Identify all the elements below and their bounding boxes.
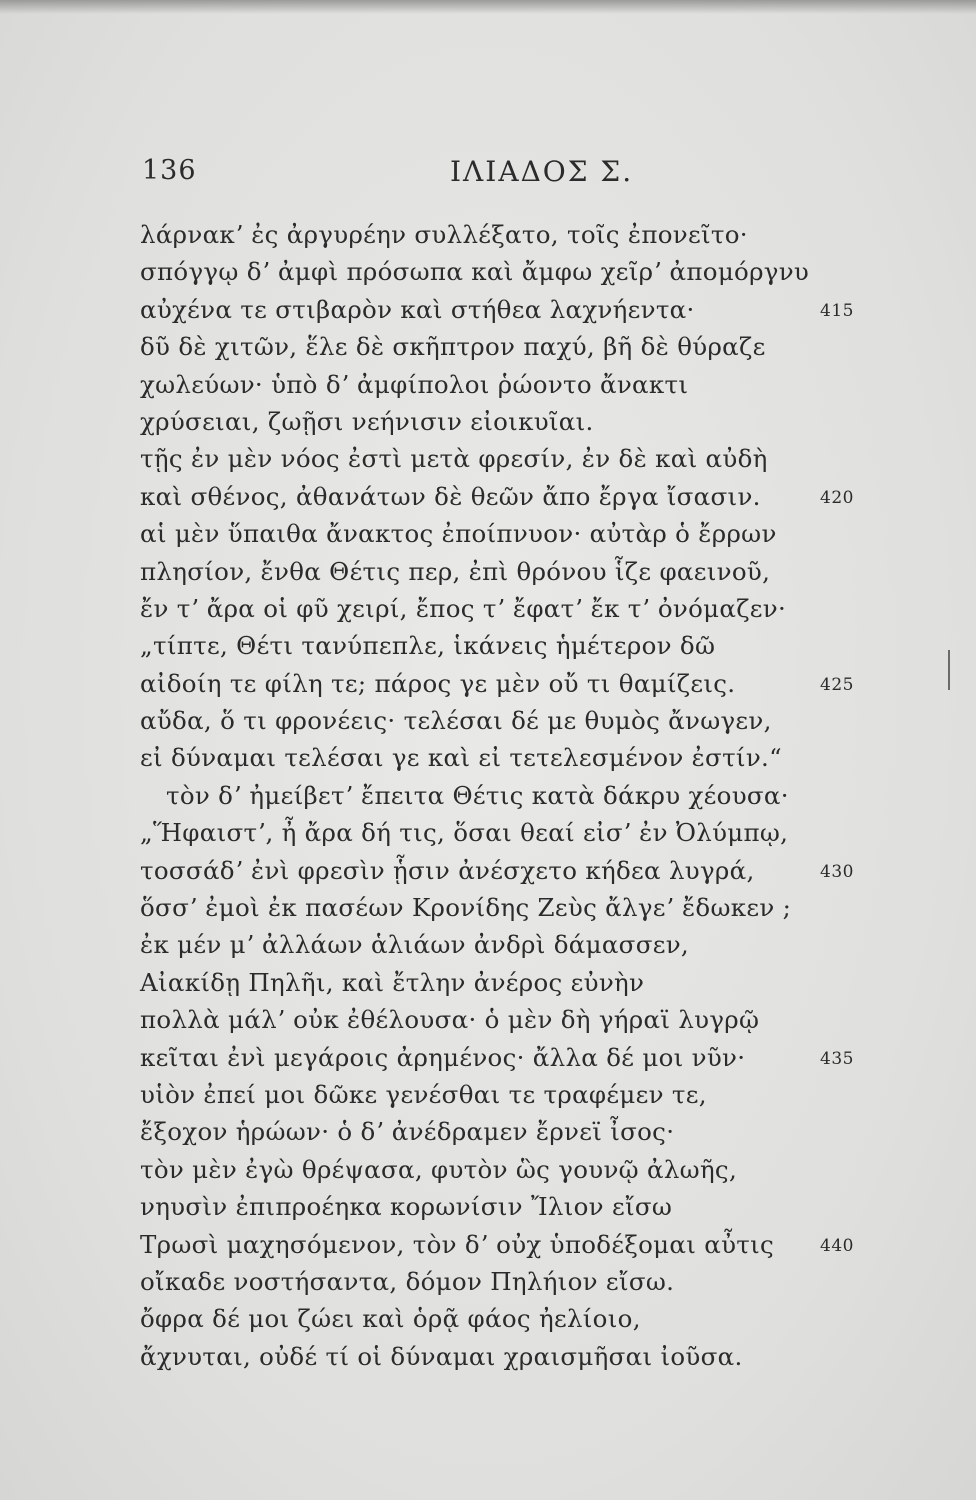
page-number: 136 bbox=[142, 155, 197, 186]
verse-line bbox=[140, 964, 840, 1001]
line-number: 415 bbox=[820, 300, 854, 321]
verse-line bbox=[140, 1226, 854, 1263]
verse-text: καὶ σθένος, ἀθανάτων δὲ θεῶν ἄπο ἔργα ἴσασιν. bbox=[140, 481, 761, 511]
line-number: 440 bbox=[820, 1235, 854, 1256]
verse-line bbox=[140, 627, 840, 664]
verse-text: τὸν μὲν ἐγὼ θρέψασα, φυτὸν ὣς γουνῷ ἀλωῆς, bbox=[140, 1154, 738, 1184]
verse-text: νηυσὶν ἐπιπροέηκα κορωνίσιν Ἴλιον εἴσω bbox=[140, 1192, 673, 1222]
verse-text: χωλεύων· ὑπὸ δʼ ἀμφίπολοι ῥώοντο ἄνακτι bbox=[140, 369, 689, 399]
verse-text: δῦ δὲ χιτῶν, ἕλε δὲ σκῆπτρον παχύ, βῆ δὲ θύραζε bbox=[140, 332, 766, 362]
verse-text: ἄχνυται, οὐδέ τί οἱ δύναμαι χραισμῆσαι ἰοῦσα. bbox=[140, 1341, 743, 1371]
verse-text: „Ἥφαιστʼ, ἦ ἄρα δή τις, ὅσαι θεαί εἰσʼ ἐν Ὀλύμπῳ, bbox=[140, 818, 789, 848]
verse-line bbox=[140, 1338, 840, 1375]
verse-text: αὔδα, ὅ τι φρονέεις· τελέσαι δέ με θυμὸς ἄνωγεν, bbox=[140, 706, 772, 736]
verse-line bbox=[140, 253, 840, 290]
verse-line bbox=[140, 1113, 840, 1150]
verse-line bbox=[140, 1151, 840, 1188]
verse-text: τὸν δʼ ἠμείβετʼ ἔπειτα Θέτις κατὰ δάκρυ χέουσα· bbox=[166, 780, 789, 810]
page-top-shadow bbox=[0, 0, 976, 14]
verse-line bbox=[140, 216, 840, 253]
verse-line bbox=[140, 814, 840, 851]
verse-text: ἔξοχον ἡρώων· ὁ δʼ ἀνέδραμεν ἔρνεϊ ἶσος· bbox=[140, 1117, 675, 1147]
verse-line bbox=[140, 440, 840, 477]
verse-line bbox=[140, 291, 854, 328]
verse-line bbox=[140, 1076, 840, 1113]
verse-line bbox=[140, 403, 840, 440]
verse-text: λάρνακʼ ἐς ἀργυρέην συλλέξατο, τοῖς ἐπονεῖτο· bbox=[140, 220, 748, 249]
verse-text: πολλὰ μάλʼ οὐκ ἐθέλουσα· ὁ μὲν δὴ γήραϊ λυγρῷ bbox=[140, 1005, 760, 1035]
verse-line bbox=[140, 1300, 840, 1337]
verse-text: ὄφρα δέ μοι ζώει καὶ ὁρᾷ φάος ἠελίοιο, bbox=[140, 1304, 641, 1334]
verse-text: χρύσειαι, ζωῇσι νεήνισιν εἰοικυῖαι. bbox=[140, 406, 594, 436]
verse-text: ὅσσʼ ἐμοὶ ἐκ πασέων Κρονίδης Ζεὺς ἄλγεʼ ἔδωκεν ; bbox=[140, 893, 792, 923]
verse-text: ἐκ μέν μʼ ἀλλάων ἁλιάων ἀνδρὶ δάμασσεν, bbox=[140, 930, 690, 960]
verse-line bbox=[140, 553, 840, 590]
verse-text: εἰ δύναμαι τελέσαι γε καὶ εἰ τετελεσμένον ἐστίν.“ bbox=[140, 743, 782, 773]
verse-text: οἴκαδε νοστήσαντα, δόμον Πηλήιον εἴσω. bbox=[140, 1266, 675, 1296]
verse-line bbox=[140, 852, 854, 889]
verse-text: κεῖται ἐνὶ μεγάροις ἀρημένος· ἄλλα δέ μοι νῦν· bbox=[140, 1042, 746, 1072]
verse-text: σπόγγῳ δʼ ἀμφὶ πρόσωπα καὶ ἄμφω χεῖρʼ ἀπομόργνυ bbox=[140, 257, 810, 287]
verse-text: „τίπτε, Θέτι τανύπεπλε, ἱκάνεις ἡμέτερον δῶ bbox=[140, 631, 716, 661]
verse-text: Τρωσὶ μαχησόμενον, τὸν δʼ οὐχ ὑποδέξομαι αὖτις bbox=[140, 1229, 775, 1259]
line-number: 430 bbox=[820, 861, 854, 882]
verse-line bbox=[140, 889, 840, 926]
verse-text: Αἰακίδῃ Πηλῆι, καὶ ἔτλην ἀνέρος εὐνὴν bbox=[140, 967, 645, 997]
verse-line bbox=[140, 515, 840, 552]
verse-text: τοσσάδʼ ἐνὶ φρεσὶν ᾗσιν ἀνέσχετο κήδεα λυγρά, bbox=[140, 855, 755, 885]
verse-line bbox=[140, 1188, 840, 1225]
verse-line bbox=[140, 926, 840, 963]
verse-text: αὐχένα τε στιβαρὸν καὶ στήθεα λαχνήεντα· bbox=[140, 294, 695, 324]
verse-text: υἱὸν ἐπεί μοι δῶκε γενέσθαι τε τραφέμεν τε, bbox=[140, 1079, 707, 1109]
verse-line bbox=[140, 1001, 840, 1038]
verse-line bbox=[140, 1039, 854, 1076]
line-number: 420 bbox=[820, 487, 854, 508]
line-number: 425 bbox=[820, 674, 854, 695]
verse-line bbox=[140, 1263, 840, 1300]
verse-line bbox=[140, 478, 854, 515]
line-number: 435 bbox=[820, 1048, 854, 1069]
verse-text: αἱ μὲν ὕπαιθα ἄνακτος ἐποίπνυον· αὐτὰρ ὁ ἔρρων bbox=[140, 519, 777, 549]
verse-line bbox=[140, 366, 840, 403]
verse-text: πλησίον, ἔνθα Θέτις περ, ἐπὶ θρόνου ἷζε φαεινοῦ, bbox=[140, 556, 771, 586]
verse-text: τῇς ἐν μὲν νόος ἐστὶ μετὰ φρεσίν, ἐν δὲ καὶ αὐδὴ bbox=[140, 444, 768, 474]
verse-line bbox=[140, 665, 854, 702]
verse-block bbox=[140, 216, 854, 1375]
verse-line bbox=[140, 328, 840, 365]
verse-text: αἰδοίη τε φίλη τε; πάρος γε μὲν οὔ τι θαμίζεις. bbox=[140, 668, 736, 698]
verse-text: ἔν τʼ ἄρα οἱ φῦ χειρί, ἔπος τʼ ἔφατʼ ἔκ τʼ ὀνόμαζεν· bbox=[140, 593, 787, 623]
running-head: ΙΛΙΑΔΟΣ Σ. bbox=[450, 155, 634, 188]
verse-line bbox=[140, 739, 840, 776]
verse-line bbox=[140, 702, 840, 739]
verse-line bbox=[140, 590, 840, 627]
verse-line bbox=[140, 777, 840, 814]
margin-mark bbox=[948, 650, 950, 690]
